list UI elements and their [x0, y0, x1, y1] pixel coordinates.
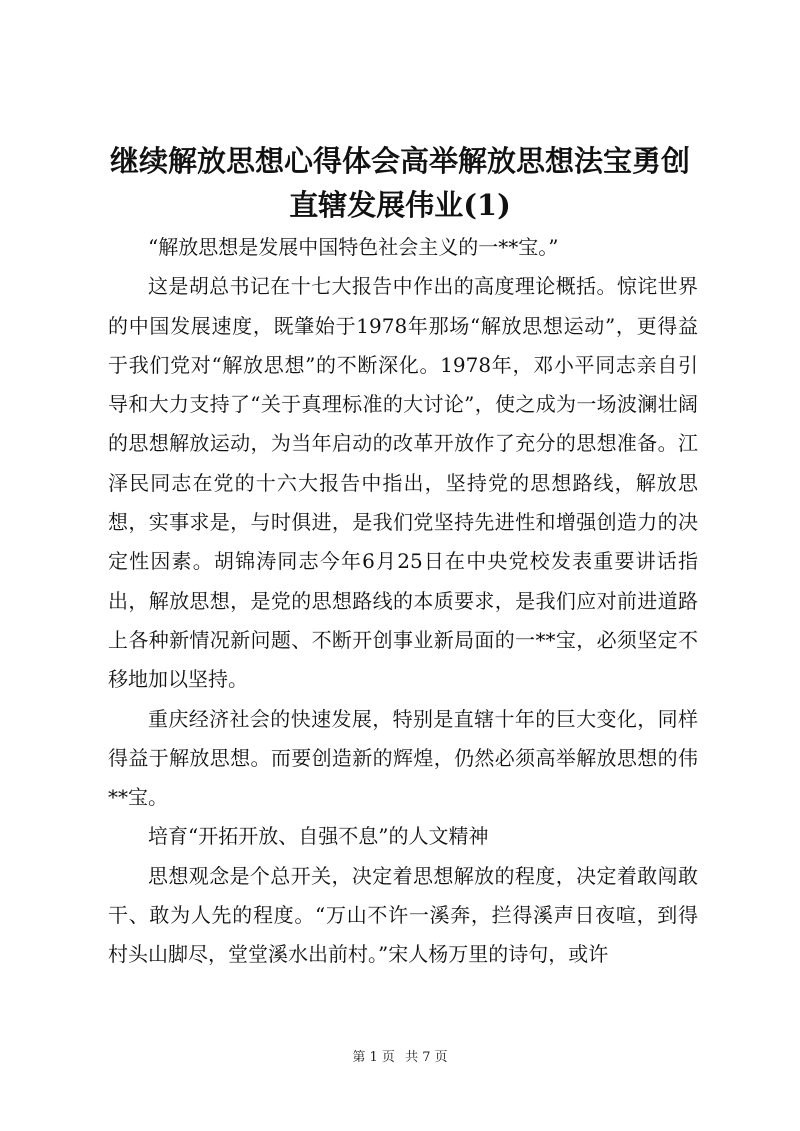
page-footer — [0, 1048, 800, 1068]
paragraph-chongqing: 重庆经济社会的快速发展，特别是直辖十年的巨大变化，同样得益于解放思想。而要创造新的辉煌，仍然必须高举解放思想的伟**宝。 — [108, 706, 698, 810]
paragraph-ideas: 思想观念是个总开关，决定着思想解放的程度，决定着敢闯敢干、敢为人先的程度。“万山不许一溪奔，拦得溪声日夜喧，到得村头山脚尽，堂堂溪水出前村。”宋人杨万里的诗句，或许 — [108, 863, 698, 967]
page-total: 共 7 页 — [405, 1050, 448, 1065]
paragraph-quote: “解放思想是发展中国特色社会主义的一**宝。” — [148, 235, 559, 259]
paragraph-background: 这是胡总书记在十七大报告中作出的高度理论概括。惊诧世界的中国发展速度，既肇始于1978年那场“解放思想运动”，更得益于我们党对“解放思想”的不断深化。1978年，邓小平同志亲自引导和大力支持了“关于真理标准的大讨论”，使之成为一场波澜壮阔的思想解放运动，为当年启动的改革开放作了充分的思想准备。江泽民同志在党的十六大报告中指出，坚持党的思想路线，解放思想，实事求是，与时俱进，是我们党坚持先进性和增强创造力的决定性因素。胡锦涛同志今年6月25日在中央党校发表重要讲话指出，解放思想，是党的思想路线的本质要求，是我们应对前进道路上各种新情况新问题、不断开创事业新局面的一**宝，必须坚定不移地加以坚持。 — [108, 274, 698, 692]
document-body — [108, 228, 698, 975]
document-title — [100, 139, 700, 227]
section-heading: 培育“开拓开放、自强不息”的人文精神 — [148, 824, 489, 849]
title-line-2: 直辖发展伟业(1) — [289, 188, 511, 222]
title-line-1: 继续解放思想心得体会高举解放思想法宝勇创 — [109, 144, 690, 178]
page-number: 第 1 页 — [352, 1050, 395, 1065]
